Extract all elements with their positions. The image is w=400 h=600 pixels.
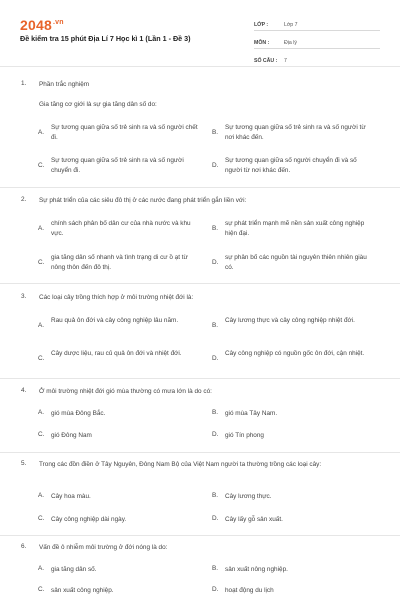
question-text: Ở môi trường nhiệt đới gió mùa thường có mưa lớn là do có: <box>39 388 212 395</box>
option-letter: D. <box>212 515 219 522</box>
option-text: sản xuất công nghiệp. <box>51 587 114 594</box>
option-letter: A. <box>38 225 45 232</box>
meta-row-count <box>254 51 380 67</box>
question-text: Vấn đề ô nhiễm môi trường ở đới nóng là do: <box>39 544 168 551</box>
logo-text: 2048 <box>20 17 52 33</box>
option-letter: D. <box>212 355 219 362</box>
option-letter: C. <box>38 259 45 266</box>
option-text: Cây lấy gỗ sản xuất. <box>225 516 283 523</box>
option-letter: D. <box>212 586 219 593</box>
meta-label: SỐ CÂU : <box>254 58 278 64</box>
option-text: gió Tín phong <box>225 432 264 439</box>
meta-label: LỚP : <box>254 22 269 28</box>
question-number: 2. <box>21 196 27 203</box>
question-text: Sự phát triển của các siêu đô thị ở các nước đang phát triển gắn liền với: <box>39 197 247 204</box>
option-text: Sự tương quan giữa số trẻ sinh ra và số người chuyển đi. <box>51 157 184 174</box>
option-letter: C. <box>38 431 45 438</box>
option-text: gia tăng dân số nhanh và tình trạng di cư ồ ạt từ nông thôn đến đô thị. <box>51 254 188 271</box>
option-letter: C. <box>38 515 45 522</box>
option-text: Sự tương quan giữa số trẻ sinh ra và số người từ nơi khác đến. <box>225 124 366 141</box>
question-divider <box>0 535 400 536</box>
meta-value: 7 <box>284 58 287 64</box>
option-letter: B. <box>212 225 219 232</box>
option-letter: A. <box>38 322 45 329</box>
question-divider <box>0 283 400 284</box>
question-number: 5. <box>21 460 27 467</box>
question-number: 1. <box>21 80 27 87</box>
meta-value: Lớp 7 <box>284 22 298 28</box>
exam-meta <box>254 15 380 69</box>
option-letter: C. <box>38 586 45 593</box>
option-text: Sự tương quan giữa số người chuyển đi và số người từ nơi khác đến. <box>225 157 357 174</box>
question-number: 4. <box>21 387 27 394</box>
option-letter: B. <box>212 322 219 329</box>
option-letter: B. <box>212 565 219 572</box>
question-text: Trong các đồn điền ở Tây Nguyên, Đông Nam Bộ của Việt Nam người ta thường trồng các loại cây: <box>39 461 322 468</box>
option-text: Cây công nghiệp có nguồn gốc ôn đới, cận nhiệt. <box>225 350 365 357</box>
option-text: Cây công nghiệp dài ngày. <box>51 516 127 523</box>
option-letter: A. <box>38 129 45 136</box>
meta-row-subject <box>254 33 380 49</box>
site-logo[interactable] <box>20 17 64 33</box>
option-text: Cây lương thực và cây công nghiệp nhiệt đới. <box>225 317 355 324</box>
option-letter: A. <box>38 409 45 416</box>
option-letter: B. <box>212 129 219 136</box>
option-letter: A. <box>38 492 45 499</box>
option-text: Cây dược liệu, rau củ quả ôn đới và nhiệt đới. <box>51 350 182 357</box>
meta-label: MÔN : <box>254 40 270 46</box>
logo-suffix: .vn <box>52 19 64 27</box>
question-text: Các loại cây trồng thích hợp ở môi trường nhiệt đới là: <box>39 294 194 301</box>
option-text: chính sách phân bố dân cư của nhà nước và khu vực. <box>51 220 191 237</box>
page-header <box>0 0 400 62</box>
option-text: gia tăng dân số. <box>51 566 97 573</box>
option-text: Rau quả ôn đới và cây công nghiệp lâu năm. <box>51 317 179 324</box>
option-letter: C. <box>38 355 45 362</box>
option-letter: C. <box>38 162 45 169</box>
question-divider <box>0 378 400 379</box>
option-text: Sự tương quan giữa số trẻ sinh ra và số người chết đi. <box>51 124 198 141</box>
option-letter: B. <box>212 492 219 499</box>
option-text: gió mùa Tây Nam. <box>225 410 278 417</box>
option-letter: D. <box>212 431 219 438</box>
option-letter: D. <box>212 162 219 169</box>
question-divider <box>0 452 400 453</box>
question-text: Gia tăng cơ giới là sự gia tăng dân số do: <box>39 101 157 108</box>
option-text: sản xuất nông nghiệp. <box>225 566 288 573</box>
option-letter: D. <box>212 259 219 266</box>
option-text: gió Đông Nam <box>51 432 92 439</box>
option-text: sự phân bố các nguồn tài nguyên thiên nhiên giàu có. <box>225 254 367 271</box>
option-text: Cây lương thực. <box>225 493 272 500</box>
header-divider <box>0 66 400 67</box>
question-divider <box>0 187 400 188</box>
option-letter: B. <box>212 409 219 416</box>
option-text: sự phát triển mạnh mẽ nền sản xuất công nghiệp hiện đại. <box>225 220 365 237</box>
option-text: gió mùa Đông Bắc. <box>51 410 106 417</box>
section-title: Phần trắc nghiệm <box>39 81 90 88</box>
question-number: 6. <box>21 543 27 550</box>
meta-row-class <box>254 15 380 31</box>
option-letter: A. <box>38 565 45 572</box>
meta-value: Địa lý <box>284 40 297 46</box>
exam-title: Đề kiểm tra 15 phút Địa Lí 7 Học kì 1 (Lần 1 - Đề 3) <box>20 34 191 43</box>
option-text: Cây hoa màu. <box>51 493 91 500</box>
option-text: hoạt động du lịch <box>225 587 274 594</box>
question-number: 3. <box>21 293 27 300</box>
